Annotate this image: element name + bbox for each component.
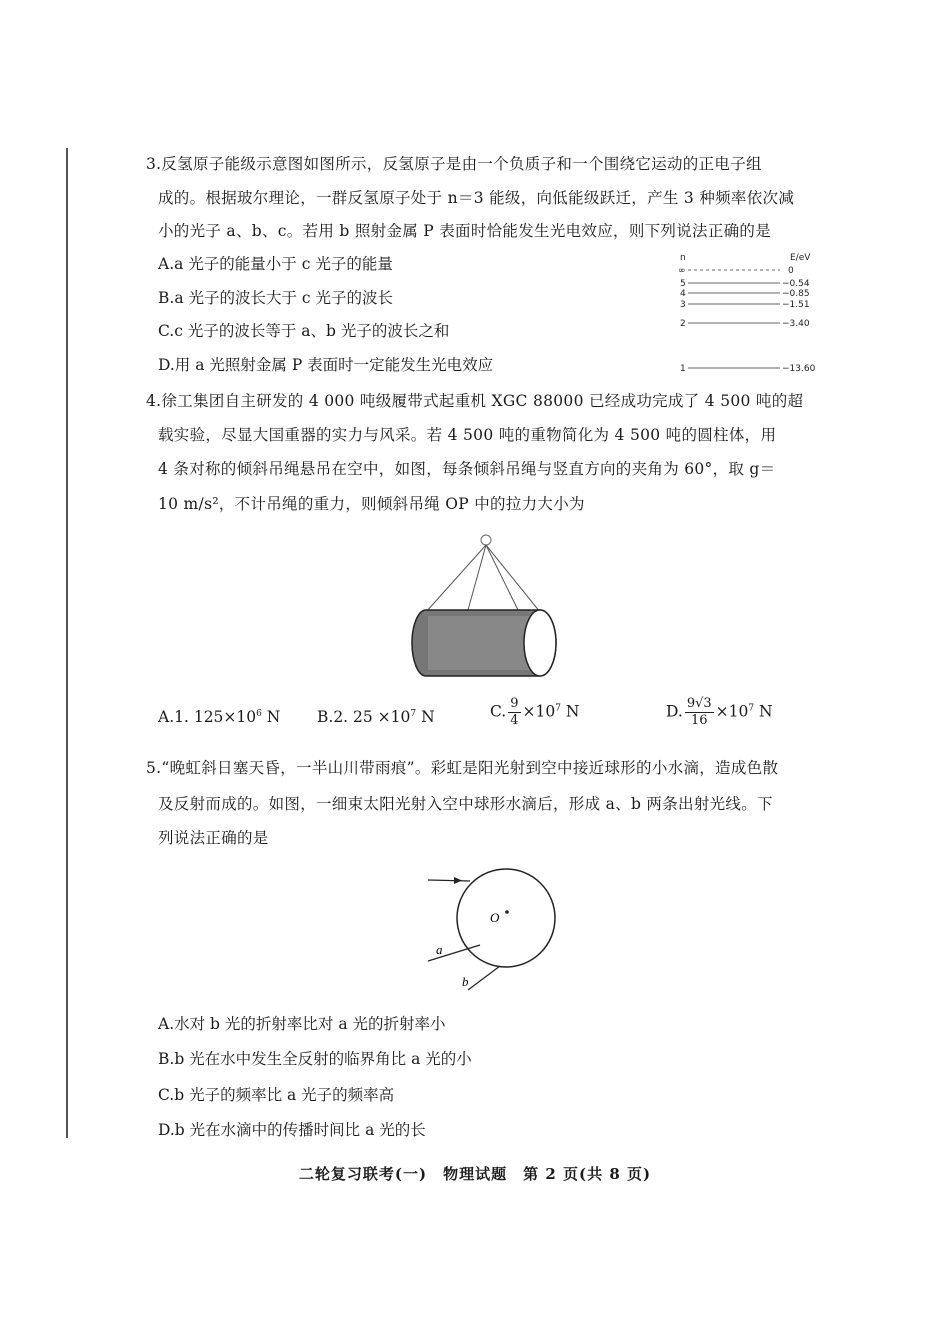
level-n-4: 4 (680, 289, 686, 299)
q3-stem-line2: 成的。根据玻尔理论，一群反氢原子处于 n＝3 能级，向低能级跃迁，产生 3 种频率依次减 (158, 189, 795, 207)
hook-point-o (481, 535, 491, 545)
q5-option-a: A.水对 b 光的折射率比对 a 光的折射率小 (158, 1015, 446, 1033)
q4-stem-line1: 4.徐工集团自主研发的 4 000 吨级履带式起重机 XGC 88000 已经成功完成了 4 500 吨的超 (146, 392, 804, 410)
q3-stem-line1: 3.反氢原子能级示意图如图所示，反氢原子是由一个负质子和一个围绕它运动的正电子组 (146, 155, 762, 173)
level-n-5: 5 (680, 279, 686, 289)
crane-cylinder-diagram (408, 530, 568, 690)
level-e-inf: 0 (788, 266, 794, 276)
cylinder-shading (428, 616, 536, 670)
q4-stem-line4: 10 m/s²，不计吊绳的重力，则倾斜吊绳 OP 中的拉力大小为 (158, 495, 585, 513)
level-e-1: −13.60 (782, 364, 816, 374)
incident-ray (428, 880, 470, 881)
q3-option-a: A.a 光子的能量小于 c 光子的能量 (158, 255, 393, 273)
q3-option-b: B.a 光子的波长大于 c 光子的波长 (158, 289, 394, 307)
incident-arrow-icon (454, 877, 462, 884)
energy-n-header: n (680, 253, 686, 263)
level-n-2: 2 (680, 319, 686, 329)
level-e-4: −0.85 (782, 289, 810, 299)
q3-stem-line3: 小的光子 a、b、c。若用 b 照射金属 P 表面时恰能发生光电效应，则下列说法正确的是 (158, 222, 772, 240)
q5-option-c: C.b 光子的频率比 a 光子的频率高 (158, 1086, 395, 1104)
page-footer: 二轮复习联考(一) 物理试题 第 2 页(共 8 页) (298, 1165, 652, 1183)
energy-level-diagram (672, 250, 842, 375)
droplet-center-dot (505, 910, 509, 914)
energy-e-header: E/eV (790, 253, 811, 263)
droplet-circle (457, 869, 555, 967)
q4-option-c: C. $\frac{9}{4}$ $\times 10^7$ N (490, 696, 580, 728)
q4-option-a: A.1. $125\times 10^6$ N (158, 708, 281, 726)
water-droplet-diagram (420, 860, 570, 1000)
level-e-3: −1.51 (782, 300, 810, 310)
rope-right-front (486, 545, 540, 612)
q5-stem-line2: 及反射而成的。如图，一细束太阳光射入空中球形水滴后，形成 a、b 两条出射光线。下 (158, 795, 773, 813)
droplet-center-label: O (490, 910, 500, 925)
q5-option-d: D.b 光在水滴中的传播时间比 a 光的长 (158, 1121, 426, 1139)
q5-stem-line1: 5.“晚虹斜日塞天昏，一半山川带雨痕”。彩虹是阳光射到空中接近球形的小水滴，造成色散 (146, 759, 779, 777)
q5-option-b: B.b 光在水中发生全反射的临界角比 a 光的小 (158, 1050, 472, 1068)
level-n-inf: ∞ (678, 266, 686, 276)
rope-right-back (486, 545, 518, 610)
exit-ray-b-label: b (462, 974, 469, 989)
q4-option-d: D. $\frac{9√3}{16}$ $\times 10^7$ N (666, 696, 773, 728)
q4-stem-line3: 4 条对称的倾斜吊绳悬吊在空中，如图，每条倾斜吊绳与竖直方向的夹角为 60°，取 g＝ (158, 460, 776, 478)
q4-stem-line2: 载实验，尽显大国重器的实力与风采。若 4 500 吨的重物简化为 4 500 吨的圆柱体，用 (158, 426, 777, 444)
level-n-1: 1 (680, 364, 686, 374)
q3-option-d: D.用 a 光照射金属 P 表面时一定能发生光电效应 (158, 356, 494, 374)
level-n-3: 3 (680, 300, 686, 310)
level-e-5: −0.54 (782, 279, 810, 289)
q5-stem-line3: 列说法正确的是 (158, 829, 269, 847)
cylinder-end-face (524, 610, 556, 676)
page-margin-line (66, 148, 68, 1138)
q4-option-b: B.2. $25 \times 10^7$ N (317, 708, 435, 726)
level-e-2: −3.40 (782, 319, 810, 329)
exit-ray-b (468, 966, 500, 990)
q3-option-c: C.c 光子的波长等于 a、b 光子的波长之和 (158, 322, 450, 340)
exit-ray-a-label: a (436, 942, 443, 957)
